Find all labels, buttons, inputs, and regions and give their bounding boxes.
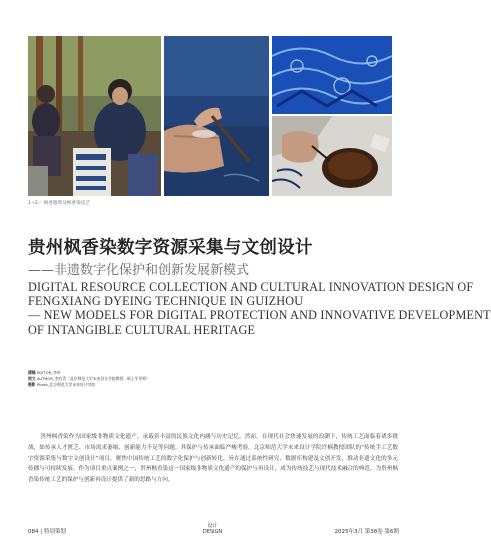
article-title-en: [28, 280, 491, 337]
photo-caption: 1~2／ 枫香服饰及枫香染技艺: [28, 201, 90, 206]
footer-page-section: 084 | 特别策划: [28, 529, 66, 535]
article-abstract: 贵州枫香染作为国家级非物质文化遗产，承载着丰富的民族文化内涵与历史记忆。然而，在现代社会快速发展的浪潮下，传统工艺面临着诸多挑战，如传承人才匮乏、市场需求萎缩、创新能力不足等问题。其保护与传承面临严峻考验。北京师范大学未来设计学院许楠教授团队的“传统手工艺数字资源采集与数字文创设计”项目，聚焦中国传统工艺的数字化保护与创新转化，旨在通过系统性研究、数据库构建及文创开发，推动非遗文化的多元传播与可持续发展。作为项目重点案例之一，贵州枫香染这一国家级非物质文化遗产的保护与再设计，成为传统技艺与现代技术融合的典范，为贵州枫香染传统工艺的保护与创新再设计提供了新的思路与方向。: [28, 434, 398, 484]
photo-dyed-fabric: [272, 36, 392, 114]
article-title-cn: 贵州枫香染数字资源采集与文创设计: [28, 238, 313, 258]
photo-dye-drawing: [272, 116, 392, 196]
credit-photo: 摄影 Photo_北京师范大学未来设计学院: [28, 382, 96, 387]
title-en-line: FENGXIANG DYEING TECHNIQUE IN GUIZHOU: [28, 294, 304, 309]
footer-journal-name: 设计 DESIGN: [202, 523, 223, 535]
title-en-line: — NEW MODELS FOR DIGITAL PROTECTION AND INNOVATIVE DEVELOPMENT: [28, 308, 491, 323]
author-credits: [28, 370, 278, 388]
credit-author: 图文 AUTHOR_李有青（北京师范大学未来设计学院教授、硕士生导师）: [28, 376, 150, 381]
article-subtitle-cn: ——非遗数字化保护和创新发展新模式: [28, 263, 250, 278]
photo-hand-painting: [164, 36, 269, 196]
title-en-line: OF INTANGIBLE CULTURAL HERITAGE: [28, 322, 256, 337]
footer-issue-info: 2025年3月 第38卷 第6期: [334, 529, 399, 535]
title-en-line: DIGITAL RESOURCE COLLECTION AND CULTURAL INNOVATION DESIGN OF: [28, 280, 474, 294]
photo-women-working: [28, 36, 161, 196]
credit-editor: 撰稿 EDITOR_李叶: [28, 370, 61, 375]
